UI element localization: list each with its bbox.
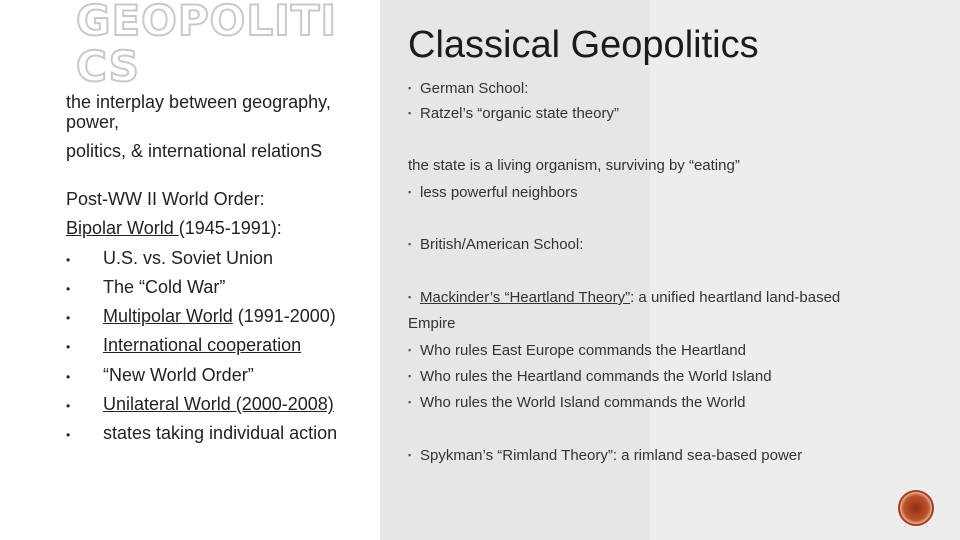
bullet-text-underlined: Multipolar World xyxy=(103,306,233,326)
title-line-2: CS xyxy=(76,42,140,91)
subtitle-line-1: the interplay between geography, xyxy=(66,92,331,112)
square-bullet: ▪ xyxy=(408,397,412,407)
line-text: Who rules the World Island commands the World xyxy=(420,394,746,411)
bullet-text: states taking individual action xyxy=(103,423,338,443)
bullet-text: U.S. vs. Soviet Union xyxy=(103,248,274,268)
square-bullet: ▪ xyxy=(408,108,412,118)
bipolar-label: Bipolar World xyxy=(66,218,179,238)
bullet-dot: • xyxy=(66,253,71,267)
bullet-dot: • xyxy=(66,370,71,384)
right-bullet-spykman xyxy=(408,447,802,464)
left-bullet-3 xyxy=(66,306,336,327)
bipolar-years: (1945-1991): xyxy=(178,218,282,238)
bullet-text-underlined: Unilateral World (2000-2008) xyxy=(103,394,334,414)
right-bullet-world-island xyxy=(408,394,745,411)
square-bullet: ▪ xyxy=(408,187,412,197)
left-bullet-5 xyxy=(66,365,254,386)
line-text: Who rules East Europe commands the Heartland xyxy=(420,342,746,359)
subtitle-line-3 xyxy=(66,141,322,162)
right-bullet-east-europe xyxy=(408,342,746,359)
left-bullet-7 xyxy=(66,423,337,444)
square-bullet: ▪ xyxy=(408,292,412,302)
line-text: less powerful neighbors xyxy=(420,184,578,201)
right-line-empire: Empire xyxy=(408,315,456,332)
bullet-dot: • xyxy=(66,340,71,354)
line-text: British/American School: xyxy=(420,236,584,253)
bullet-dot: • xyxy=(66,428,71,442)
square-bullet: ▪ xyxy=(408,83,412,93)
square-bullet: ▪ xyxy=(408,371,412,381)
right-line-organism: the state is a living organism, surviving by “eating” xyxy=(408,157,740,174)
square-bullet: ▪ xyxy=(408,450,412,460)
bullet-dot: • xyxy=(66,311,71,325)
square-bullet: ▪ xyxy=(408,239,412,249)
line-text: German School: xyxy=(420,80,529,97)
subtitle-s: S xyxy=(310,141,323,161)
right-bullet-mackinder xyxy=(408,289,840,306)
title-line-1: GEOPOLITI xyxy=(76,0,338,45)
right-bullet-british xyxy=(408,236,583,253)
line-text: Ratzel’s “organic state theory” xyxy=(420,105,619,122)
right-bullet-heartland xyxy=(408,368,772,385)
right-bullet-german xyxy=(408,80,528,97)
subtitle-line-2: power, xyxy=(66,112,120,132)
bullet-text: The “Cold War” xyxy=(103,277,226,297)
left-bullet-4 xyxy=(66,335,301,356)
line-text-underlined: Mackinder’s “Heartland Theory” xyxy=(420,289,631,306)
line-text: Who rules the Heartland commands the World Island xyxy=(420,368,772,385)
left-bullet-1 xyxy=(66,248,273,269)
right-bullet-neighbors xyxy=(408,184,578,201)
bullet-text: “New World Order” xyxy=(103,365,254,385)
logo-emblem xyxy=(898,490,934,526)
left-bullet-6 xyxy=(66,394,334,415)
bullet-dot: • xyxy=(66,282,71,296)
bullet-dot: • xyxy=(66,399,71,413)
line-text: : a unified heartland land-based xyxy=(630,289,841,306)
right-bullet-ratzel xyxy=(408,105,619,122)
bipolar-heading xyxy=(66,218,282,239)
left-bullet-2 xyxy=(66,277,225,298)
right-title: Classical Geopolitics xyxy=(408,24,759,66)
line-text: Spykman’s “Rimland Theory”: a rimland sea-based power xyxy=(420,447,803,464)
bullet-text-underlined: International cooperation xyxy=(103,335,302,355)
post-ww-heading: Post-WW II World Order: xyxy=(66,189,265,209)
slide-title-outline xyxy=(76,0,376,90)
bullet-text: (1991-2000) xyxy=(232,306,336,326)
subtitle-line-3-text: politics, & international relation xyxy=(66,141,311,161)
square-bullet: ▪ xyxy=(408,345,412,355)
